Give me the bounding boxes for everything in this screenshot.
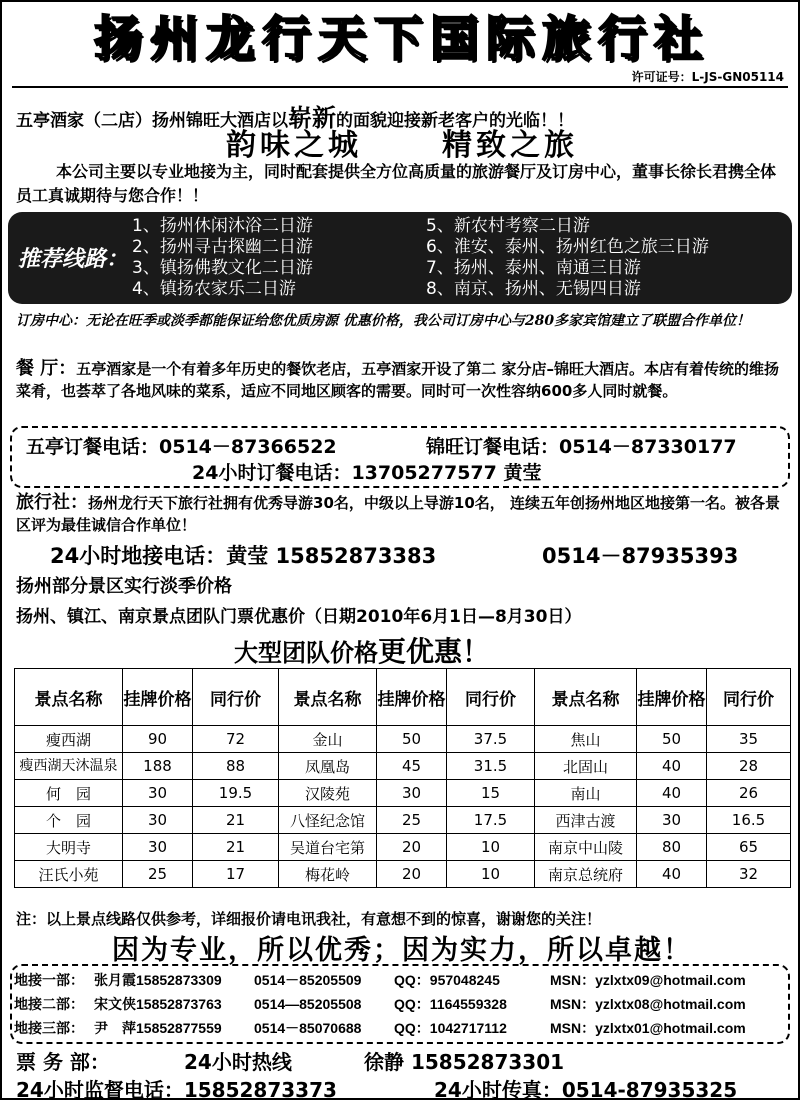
restaurant-phones (10, 426, 790, 488)
table-cell: 20 (377, 861, 447, 888)
table-cell: 西津古渡 (535, 807, 637, 834)
table-cell: 45 (377, 753, 447, 780)
table-note: 注：以上景点线路仅供参考，详细报价请电讯我社，有意想不到的惊喜，谢谢您的关注！ (16, 910, 602, 928)
table-cell: 15 (447, 780, 535, 807)
agency-title: 扬州龙行天下国际旅行社 (93, 11, 710, 67)
table-cell: 40 (637, 753, 707, 780)
offseason-heading: 扬州部分景区实行淡季价格 (16, 576, 232, 597)
table-cell: 88 (193, 753, 279, 780)
table-row (15, 861, 791, 888)
col-header: 景点名称 (279, 669, 377, 726)
table-cell: 21 (193, 807, 279, 834)
intro-headline: 五亭酒家（二店）扬州锦旺大酒店以崭新的面貌迎接新老客户的光临！！ (16, 104, 574, 132)
table-cell: 90 (123, 726, 193, 753)
table-cell: 32 (707, 861, 791, 888)
table-cell: 17.5 (447, 807, 535, 834)
table-cell: 30 (123, 807, 193, 834)
table-cell: 30 (123, 834, 193, 861)
table-row (15, 753, 791, 780)
table-cell: 八怪纪念馆 (279, 807, 377, 834)
ticket-price-table (14, 668, 791, 888)
route-item: 8、南京、扬州、无锡四日游 (426, 279, 641, 299)
offseason-subheading: 扬州、镇江、南京景点团队门票优惠价（日期2010年6月1日—8月30日） (16, 607, 582, 627)
table-cell: 北固山 (535, 753, 637, 780)
col-header: 挂牌价格 (637, 669, 707, 726)
fax-number: 24小时传真：0514-87935325 (434, 1078, 738, 1102)
route-item: 1、扬州休闲沐浴二日游 (132, 216, 313, 236)
table-cell: 26 (707, 780, 791, 807)
table-cell: 80 (637, 834, 707, 861)
department-row: 地接一部： 张月霞15852873309 0514－85205509 QQ：957048245 MSN：yzlxtx09@hotmail.com (14, 972, 746, 988)
restaurant-label: 餐 厅： (16, 358, 77, 379)
department-row: 地接三部： 尹 萍15852877559 0514－85070688 QQ：1042717112 MSN：yzlxtx01@hotmail.com (14, 1020, 746, 1036)
agency-24h-phone: 24小时地接电话：黄莹 15852873383 (50, 544, 437, 568)
table-cell: 金山 (279, 726, 377, 753)
restaurant-section (16, 358, 784, 402)
table-cell: 南京总统府 (535, 861, 637, 888)
table-cell: 何 园 (15, 780, 123, 807)
table-cell: 10 (447, 834, 535, 861)
table-cell: 30 (377, 780, 447, 807)
large-group-notice: 大型团队价格更优惠！ (234, 635, 491, 668)
route-item: 2、扬州寻古探幽二日游 (132, 237, 313, 257)
routes-left-column (132, 216, 313, 300)
table-cell: 37.5 (447, 726, 535, 753)
agency-phone-2: 0514－87935393 (542, 544, 739, 568)
col-header: 景点名称 (535, 669, 637, 726)
table-cell: 10 (447, 861, 535, 888)
slogan: 韵味之城 精致之旅 (226, 128, 578, 163)
table-cell: 19.5 (193, 780, 279, 807)
agency-section (16, 492, 784, 536)
table-header-row (15, 669, 791, 726)
table-cell: 21 (193, 834, 279, 861)
ticket-hotline-label: 24小时热线 (184, 1050, 292, 1074)
table-row (15, 780, 791, 807)
recommended-routes (8, 212, 792, 304)
motto: 因为专业，所以优秀；因为实力，所以卓越！ (112, 935, 692, 966)
table-cell: 吴道台宅第 (279, 834, 377, 861)
table-cell: 汉陵苑 (279, 780, 377, 807)
intro-paragraph: 本公司主要以专业地接为主，同时配套提供全方位高质量的旅游餐厅及订房中心，董事长徐长君携全体员工真诚期待与您合作！！ (16, 162, 777, 205)
restaurant-text: 五亭酒家是一个有着多年历史的餐饮老店，五亭酒家开设了第二 家分店–锦旺大酒店。本店有着传统的维扬菜肴，也荟萃了各地风味的菜系，适应不同地区顾客的需要。同时可一次性容纳600多人同时就餐。 (16, 360, 780, 400)
table-cell: 大明寺 (15, 834, 123, 861)
ticket-contact: 徐静 15852873301 (364, 1050, 565, 1074)
table-cell: 72 (193, 726, 279, 753)
table-cell: 188 (123, 753, 193, 780)
table-row (15, 807, 791, 834)
table-cell: 汪氏小苑 (15, 861, 123, 888)
table-cell: 35 (707, 726, 791, 753)
table-cell: 30 (637, 807, 707, 834)
license-number: 许可证号：L-JS-GN05114 (631, 70, 784, 84)
col-header: 同行价 (707, 669, 791, 726)
department-row: 地接二部： 宋文侠15852873763 0514—85205508 QQ：1164559328 MSN：yzlxtx08@hotmail.com (14, 996, 746, 1012)
routes-label: 推荐线路： (18, 247, 129, 272)
supervision-phone: 24小时监督电话：15852873373 (16, 1078, 337, 1102)
table-cell: 50 (377, 726, 447, 753)
table-cell: 南京中山陵 (535, 834, 637, 861)
routes-right-column (426, 216, 709, 300)
table-cell: 梅花岭 (279, 861, 377, 888)
table-cell: 28 (707, 753, 791, 780)
table-row (15, 834, 791, 861)
table-cell: 瘦西湖 (15, 726, 123, 753)
route-item: 7、扬州、泰州、南通三日游 (426, 258, 641, 278)
divider (12, 86, 788, 88)
wuting-phone: 五亭订餐电话：0514－87366522 (26, 436, 337, 458)
table-cell: 31.5 (447, 753, 535, 780)
booking-center: 订房中心：无论在旺季或淡季都能保证给您优质房源 优惠价格，我公司订房中心与280多家宾馆建立了联盟合作单位！ (16, 313, 751, 329)
table-cell: 65 (707, 834, 791, 861)
route-item: 5、新农村考察二日游 (426, 216, 590, 236)
col-header: 同行价 (447, 669, 535, 726)
table-cell: 个 园 (15, 807, 123, 834)
agency-label: 旅行社： (16, 492, 88, 513)
table-cell: 17 (193, 861, 279, 888)
col-header: 挂牌价格 (123, 669, 193, 726)
table-cell: 30 (123, 780, 193, 807)
table-cell: 50 (637, 726, 707, 753)
route-item: 6、淮安、泰州、扬州红色之旅三日游 (426, 237, 709, 257)
table-cell: 40 (637, 780, 707, 807)
route-item: 4、镇扬农家乐二日游 (132, 279, 296, 299)
table-row (15, 726, 791, 753)
table-cell: 南山 (535, 780, 637, 807)
col-header: 同行价 (193, 669, 279, 726)
route-item: 3、镇扬佛教文化二日游 (132, 258, 313, 278)
table-cell: 瘦西湖天沐温泉 (15, 753, 123, 780)
table-cell: 凤凰岛 (279, 753, 377, 780)
jinwang-phone: 锦旺订餐电话：0514－87330177 (426, 436, 737, 458)
col-header: 挂牌价格 (377, 669, 447, 726)
table-cell: 20 (377, 834, 447, 861)
restaurant-24h-phone: 24小时订餐电话：13705277577 黄莹 (192, 462, 542, 484)
table-cell: 40 (637, 861, 707, 888)
table-cell: 16.5 (707, 807, 791, 834)
agency-text: 扬州龙行天下旅行社拥有优秀导游30名，中级以上导游10名， 连续五年创扬州地区地接第一名。被各景区评为最佳诚信合作单位！ (16, 494, 780, 534)
ticket-dept-label: 票 务 部： (16, 1050, 110, 1074)
table-cell: 焦山 (535, 726, 637, 753)
col-header: 景点名称 (15, 669, 123, 726)
table-cell: 25 (123, 861, 193, 888)
table-cell: 25 (377, 807, 447, 834)
